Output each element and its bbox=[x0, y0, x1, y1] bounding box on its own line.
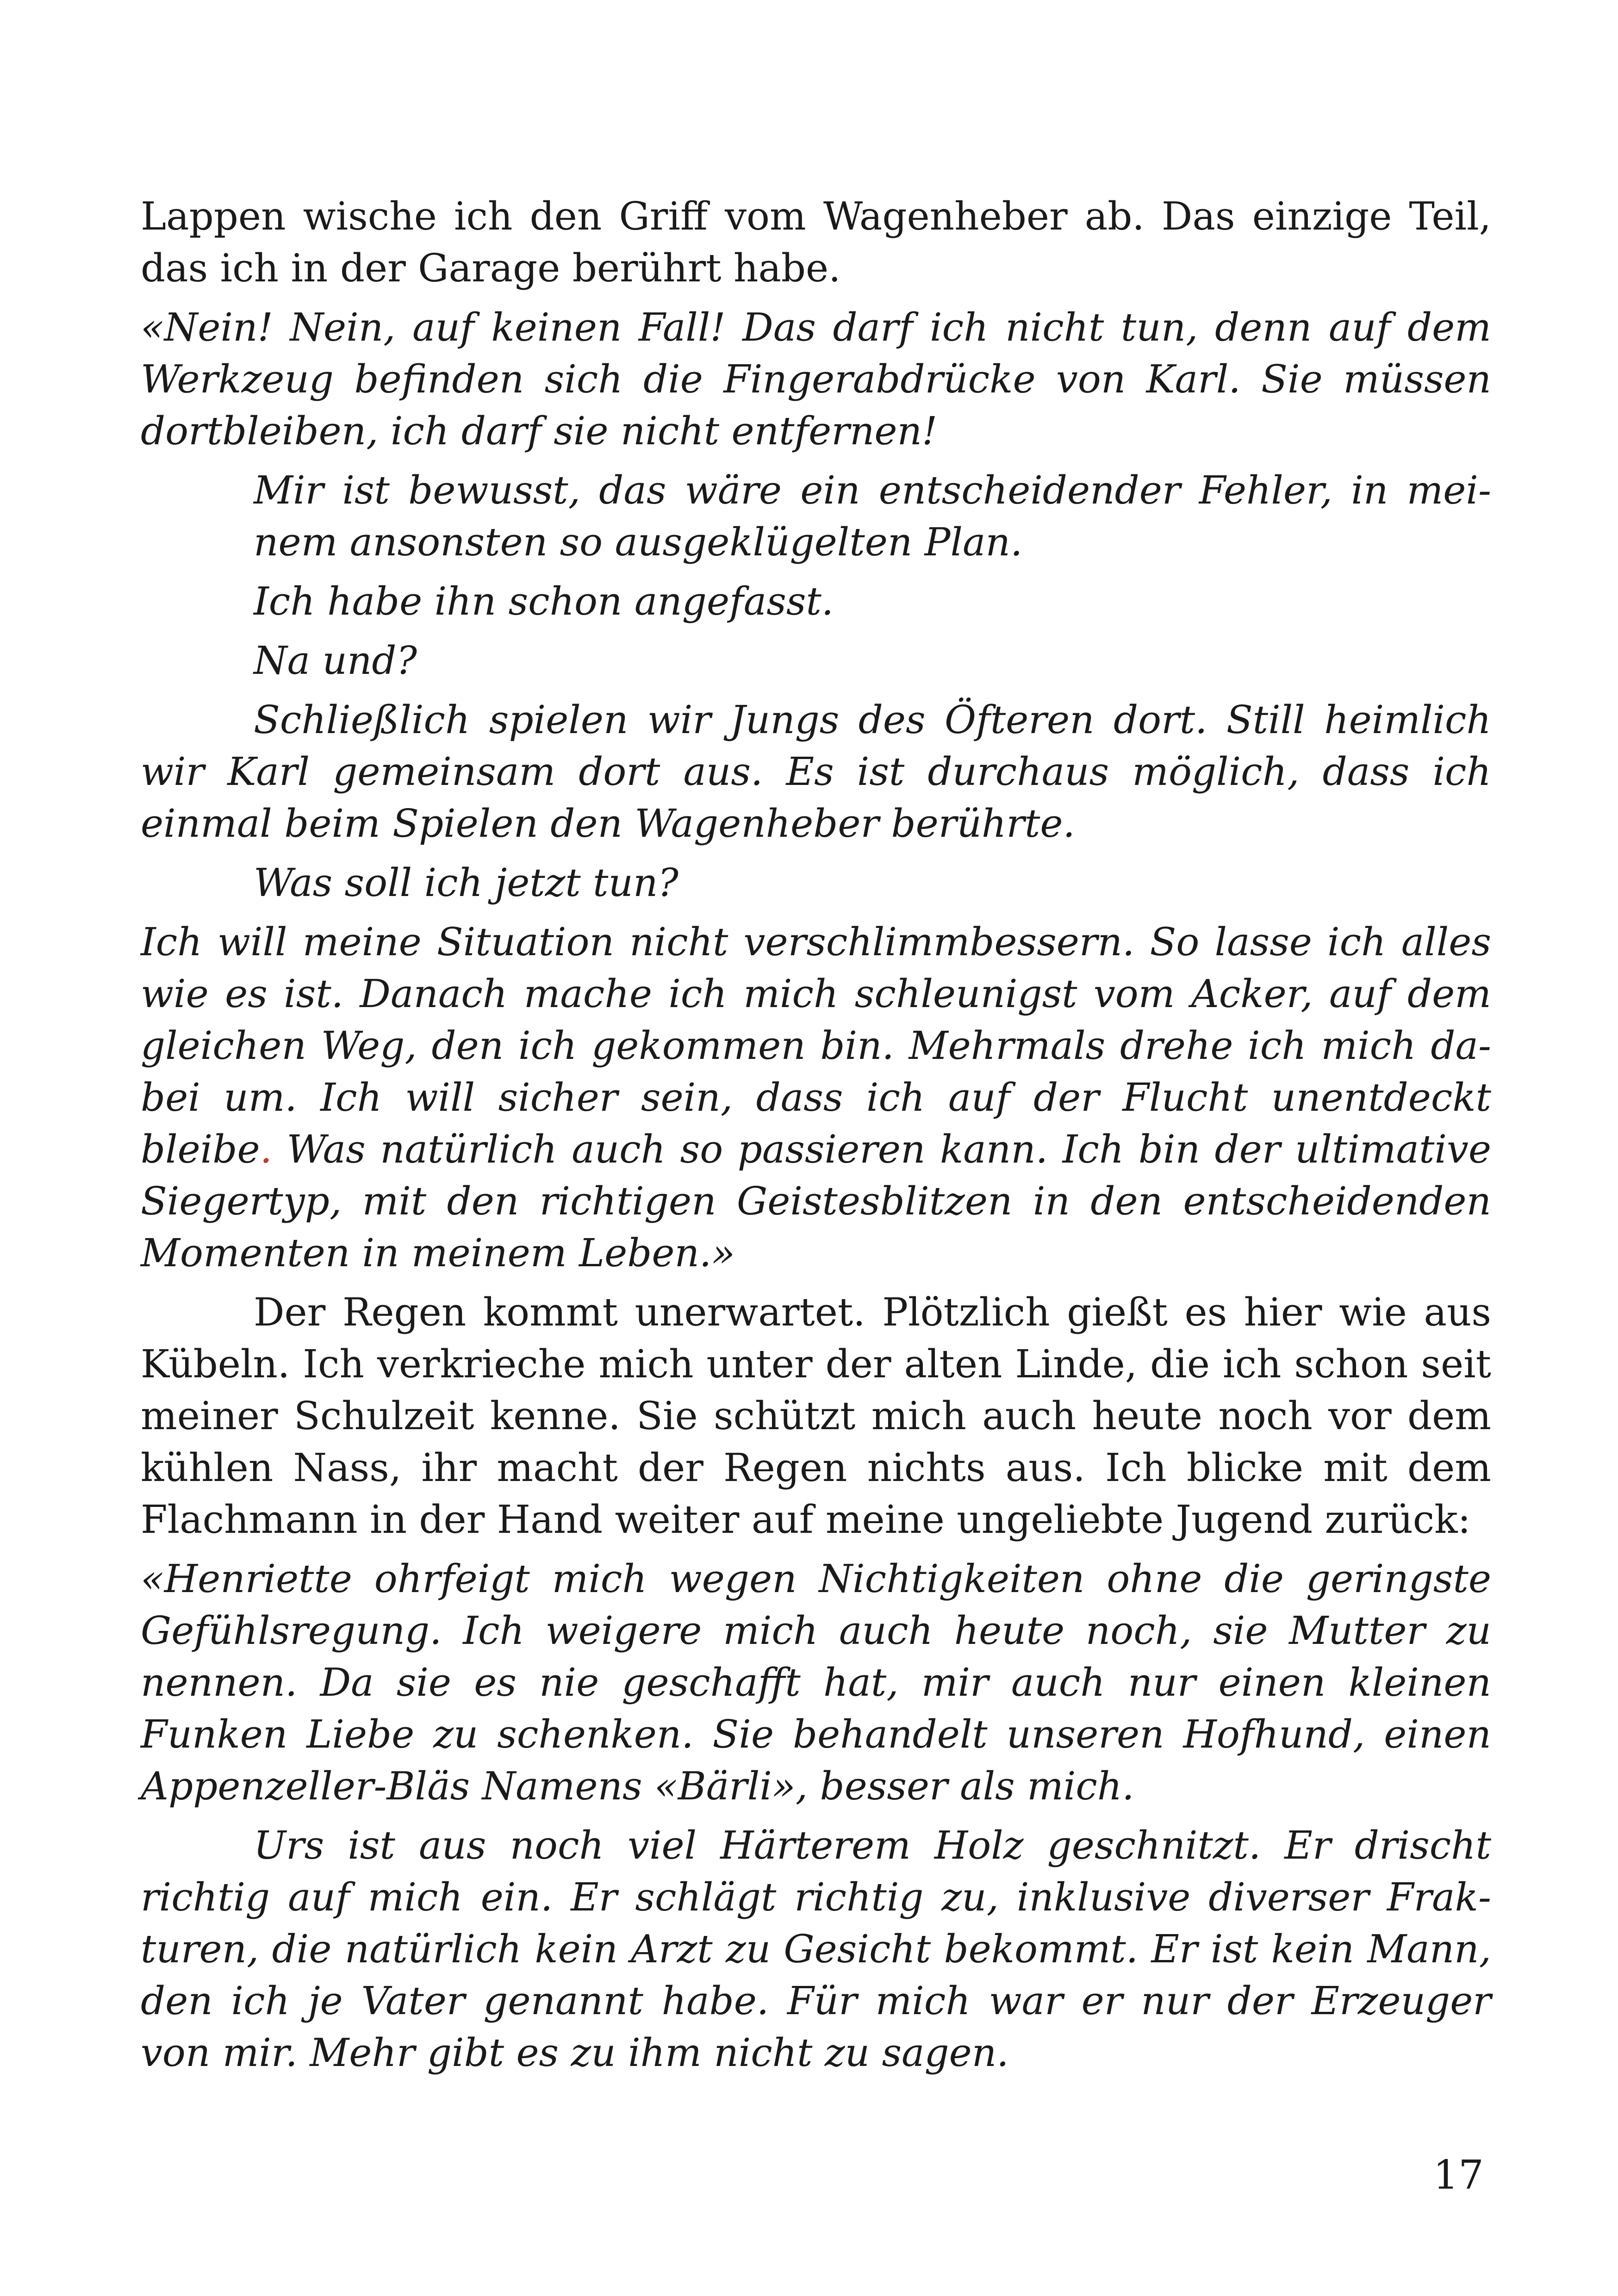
paragraph-7: Was soll ich jetzt tun? bbox=[254, 860, 678, 905]
paragraph-9: Der Regen kommt unerwartet. Plötzlich gießt es hier wie aus Kübeln. Ich verkrieche mich unter der alten Linde, die ich schon seit meiner Schulzeit kenne. Sie schützt mich auch heute noch vor dem kühlen Nass, ihr macht der Regen nichts aus. Ich blicke mit dem Flachmann in der Hand weiter auf meine ungeliebte Jugend zurück: bbox=[141, 1290, 1491, 1542]
paragraph-10: «Henriette ohrfeigt mich wegen Nichtigkeiten ohne die geringste Gefühlsregung. Ich weigere mich auch heute noch, sie Mutter zu nennen. Da sie es nie geschafft hat, mir auch nur einen kleinen Funken Liebe zu schenken. Sie behandelt unseren Hofhund, einen Appenzeller-Bläs Namens «Bärli», besser als mich. bbox=[141, 1556, 1491, 1809]
paragraph-1: Lappen wische ich den Griff vom Wagenheber ab. Das einzige Teil, das ich in der Garage berührt habe. bbox=[141, 194, 1491, 291]
red-period: . bbox=[260, 1127, 272, 1172]
paragraph-3: Mir ist bewusst, das wäre ein entscheidender Fehler, in meinem ansonsten so ausgeklügelten Plan. bbox=[254, 468, 1491, 565]
paragraph-4: Ich habe ihn schon angefasst. bbox=[254, 579, 834, 624]
paragraph-6: Schließlich spielen wir Jungs des Öfteren dort. Still heimlich wir Karl gemeinsam dort aus. Es ist durchaus möglich, dass ich einmal beim Spielen den Wagenheber berührte. bbox=[141, 697, 1491, 846]
body-text bbox=[141, 191, 1491, 2086]
page-number: 17 bbox=[1433, 2152, 1484, 2198]
paragraph-8-part-a: Ich will meine Situation nicht verschlimmbessern. So lasse ich alles wie es ist. Danach mache ich mich schleunigst vom Acker, auf dem gleichen Weg, den ich gekommen bin. Mehrmals drehe ich mich dabei um. Ich will sicher sein, dass ich auf der Flucht unentdeckt bleibe bbox=[141, 920, 1491, 1172]
paragraph-11: Urs ist aus noch viel Härterem Holz geschnitzt. Er drischt richtig auf mich ein. Er schlägt richtig zu, inklusive diverser Frakturen, die natürlich kein Arzt zu Gesicht bekommt. Er ist kein Mann, den ich je Vater genannt habe. Für mich war er nur der Erzeuger von mir. Mehr gibt es zu ihm nicht zu sagen. bbox=[141, 1823, 1491, 2075]
paragraph-2: «Nein! Nein, auf keinen Fall! Das darf ich nicht tun, denn auf dem Werkzeug befinden sich die Fingerabdrücke von Karl. Sie müssen dortbleiben, ich darf sie nicht entfernen! bbox=[141, 305, 1491, 454]
paragraph-8 bbox=[141, 916, 1491, 1279]
paragraph-8-part-b: Was natürlich auch so passieren kann. Ich bin der ultimative Siegertyp, mit den richtigen Geistesblitzen in den entscheidenden Momenten in meinem Leben.» bbox=[141, 1127, 1491, 1276]
paragraph-5: Na und? bbox=[254, 638, 417, 683]
